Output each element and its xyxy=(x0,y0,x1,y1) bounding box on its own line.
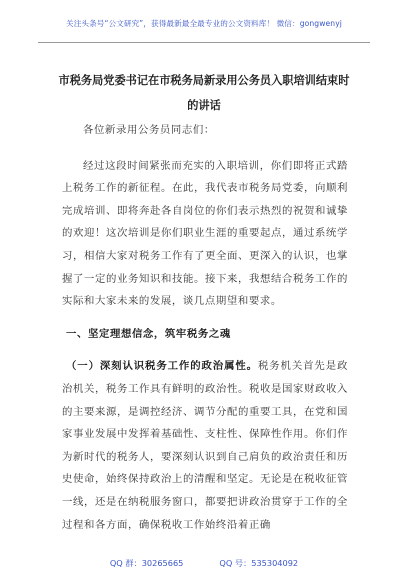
section-heading-1: 一、坚定理想信念，筑牢税务之魂 xyxy=(66,327,231,340)
subsection-text-1: 税务机关首先是政治机关，税务工作具有鲜明的政治性。税收是国家财政收入的主要来源，是调控经济、调节分配的重要工具，在党和国家事业发展中发挥着基础性、支柱性、保障性作用。你们作为新时代的税务人，要深刻认识到自己肩负的政治责任和历史使命，始终保持政治上的清醒和坚定。无论是在税收征管一线，还是在纳税服务窗口，都要把讲政治贯穿于工作的全过程和各方面，确保税收工作始终沿着正确 xyxy=(62,360,348,531)
page-header-banner: 关注头条号“公文研究”，获得最新最全最专业的公文资料库！ 微信：gongwenyj xyxy=(66,19,342,28)
document-title: 市税务局党委书记在市税务局新录用公务员入职培训结束时的讲话 xyxy=(58,73,350,112)
footer-qq-number: QQ 号：535304092 xyxy=(219,558,299,568)
header-divider xyxy=(38,42,370,43)
greeting: 各位新录用公务员同志们： xyxy=(83,124,215,136)
subsection-paragraph-1 xyxy=(62,355,348,536)
intro-paragraph: 经过这段时间紧张而充实的入职培训，你们即将正式踏上税务工作的新征程。在此，我代表市税务局党委，向顺利完成培训、即将奔赴各自岗位的你们表示热烈的祝贺和诚挚的欢迎！这次培训是你们职业生涯的重要起点，通过系统学习，相信大家对税务工作有了更全面、更深入的认识，也掌握了一定的业务知识和技能。接下来，我想结合税务工作的实际和大家未来的发展，谈几点期望和要求。 xyxy=(62,159,348,308)
document-body xyxy=(62,119,348,536)
footer-qq-group: QQ 群：30265665 xyxy=(109,558,184,568)
subsection-heading-1: （一）深刻认识税务工作的政治属性。 xyxy=(66,360,258,373)
page-footer xyxy=(0,558,408,569)
